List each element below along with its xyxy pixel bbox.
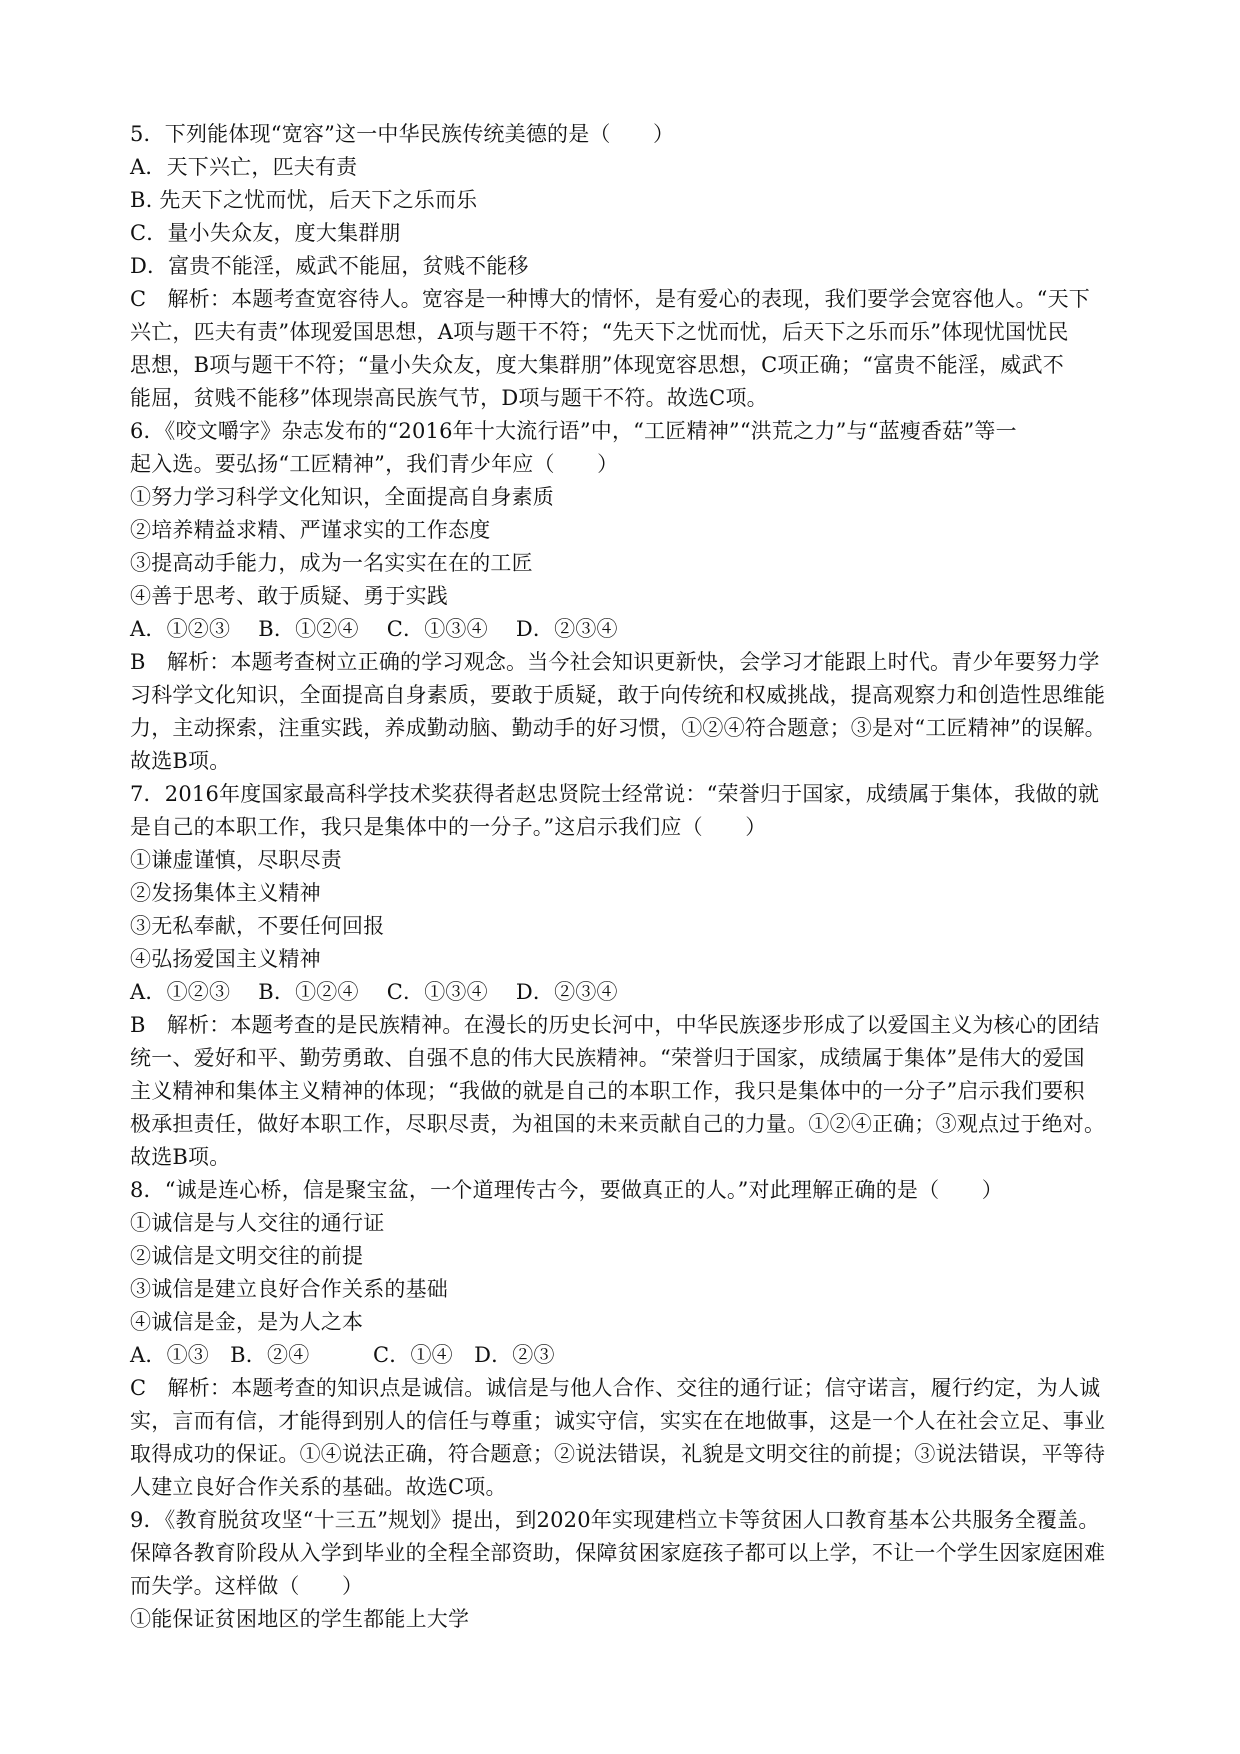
q6-analysis-line: 力，主动探索，注重实践，养成勤动脑、勤动手的好习惯，①②④符合题意；③是对“工匠精神”的误解。	[130, 716, 1106, 740]
q8-analysis-line: C 解析：本题考查的知识点是诚信。诚信是与他人合作、交往的通行证；信守诺言，履行约定，为人诚	[130, 1376, 1101, 1400]
q5-analysis-line: 兴亡，匹夫有责”体现爱国思想，A项与题干不符；“先天下之忧而忧，后天下之乐而乐”体现忧国忧民	[130, 320, 1069, 344]
q7-statement: ③无私奉献，不要任何回报	[130, 914, 385, 938]
q6-analysis-line: 故选B项。	[130, 749, 231, 773]
q7-stem-line: 7．2016年度国家最高科学技术奖获得者赵忠贤院士经常说：“荣誉归于国家，成绩属于集体，我做的就	[130, 782, 1100, 806]
q8-statement: ①诚信是与人交往的通行证	[130, 1211, 385, 1235]
q5-analysis-line: C 解析：本题考查宽容待人。宽容是一种博大的情怀，是有爱心的表现，我们要学会宽容他人。“天下	[130, 287, 1090, 311]
q7-statement: ①谦虚谨慎，尽职尽责	[130, 848, 342, 872]
q7-analysis-line: 统一、爱好和平、勤劳勇敢、自强不息的伟大民族精神。“荣誉归于国家，成绩属于集体”是伟大的爱国	[130, 1046, 1085, 1070]
q5-option-b: B. 先天下之忧而忧，后天下之乐而乐	[130, 188, 478, 212]
q5-option-c: C．量小失众友，度大集群朋	[130, 221, 401, 245]
q8-analysis-line: 实，言而有信，才能得到别人的信任与尊重；诚实守信，实实在在地做事，这是一个人在社会立足、事业	[130, 1409, 1106, 1433]
q7-analysis-line: 故选B项。	[130, 1145, 231, 1169]
q6-stem-line: 6．《咬文嚼字》杂志发布的“2016年十大流行语”中，“工匠精神”“洪荒之力”与“蓝瘦香菇”等一	[130, 419, 1017, 443]
q8-options: A．①③ B．②④ C．①④ D．②③	[130, 1343, 555, 1367]
q8-statement: ④诚信是金，是为人之本	[130, 1310, 364, 1334]
q7-statement: ②发扬集体主义精神	[130, 881, 321, 905]
q7-analysis-line: B 解析：本题考查的是民族精神。在漫长的历史长河中，中华民族逐步形成了以爱国主义为核心的团结	[130, 1013, 1100, 1037]
q5-option-d: D．富贵不能淫，威武不能屈，贫贱不能移	[130, 254, 529, 278]
q7-stem-line: 是自己的本职工作，我只是集体中的一分子。”这启示我们应（ ）	[130, 815, 767, 839]
q6-statement: ③提高动手能力，成为一名实实在在的工匠	[130, 551, 533, 575]
q6-statement: ①努力学习科学文化知识，全面提高自身素质	[130, 485, 554, 509]
q6-analysis-line: 习科学文化知识，全面提高自身素质，要敢于质疑，敢于向传统和权威挑战，提高观察力和创造性思维能	[130, 683, 1106, 707]
q8-analysis-line: 取得成功的保证。①④说法正确，符合题意；②说法错误，礼貌是文明交往的前提；③说法错误，平等待	[130, 1442, 1106, 1466]
q7-analysis-line: 极承担责任，做好本职工作，尽职尽责，为祖国的未来贡献自己的力量。①②④正确；③观点过于绝对。	[130, 1112, 1106, 1136]
q8-statement: ②诚信是文明交往的前提	[130, 1244, 364, 1268]
q6-options: A．①②③ B．①②④ C．①③④ D．②③④	[130, 617, 618, 641]
q6-statement: ④善于思考、敢于质疑、勇于实践	[130, 584, 448, 608]
q6-analysis-line: B 解析：本题考查树立正确的学习观念。当今社会知识更新快，会学习才能跟上时代。青少年要努力学	[130, 650, 1100, 674]
q6-stem-line: 起入选。要弘扬“工匠精神”，我们青少年应（ ）	[130, 452, 619, 476]
q9-stem-line: 保障各教育阶段从入学到毕业的全程全部资助，保障贫困家庭孩子都可以上学，不让一个学生因家庭困难	[130, 1541, 1106, 1565]
q8-stem: 8．“诚是连心桥，信是聚宝盆，一个道理传古今，要做真正的人。”对此理解正确的是（ ）	[130, 1178, 1003, 1202]
q8-statement: ③诚信是建立良好合作关系的基础	[130, 1277, 448, 1301]
q5-analysis-line: 思想，B项与题干不符；“量小失众友，度大集群朋”体现宽容思想，C项正确；“富贵不能淫，威武不	[130, 353, 1064, 377]
q6-statement: ②培养精益求精、严谨求实的工作态度	[130, 518, 491, 542]
q5-analysis-line: 能屈，贫贱不能移”体现崇高民族气节，D项与题干不符。故选C项。	[130, 386, 768, 410]
q5-stem: 5．下列能体现“宽容”这一中华民族传统美德的是（ ）	[130, 122, 675, 146]
q7-analysis-line: 主义精神和集体主义精神的体现；“我做的就是自己的本职工作，我只是集体中的一分子”启示我们要积	[130, 1079, 1085, 1103]
q9-stem-line: 9．《教育脱贫攻坚“十三五”规划》提出，到2020年实现建档立卡等贫困人口教育基本公共服务全覆盖。	[130, 1508, 1100, 1532]
q7-options: A．①②③ B．①②④ C．①③④ D．②③④	[130, 980, 618, 1004]
q9-statement: ①能保证贫困地区的学生都能上大学	[130, 1607, 470, 1631]
q5-option-a: A．天下兴亡，匹夫有责	[130, 155, 358, 179]
document-page	[130, 118, 1120, 1636]
q7-statement: ④弘扬爱国主义精神	[130, 947, 321, 971]
q8-analysis-line: 人建立良好合作关系的基础。故选C项。	[130, 1475, 507, 1499]
q9-stem-line: 而失学。这样做（ ）	[130, 1574, 364, 1598]
